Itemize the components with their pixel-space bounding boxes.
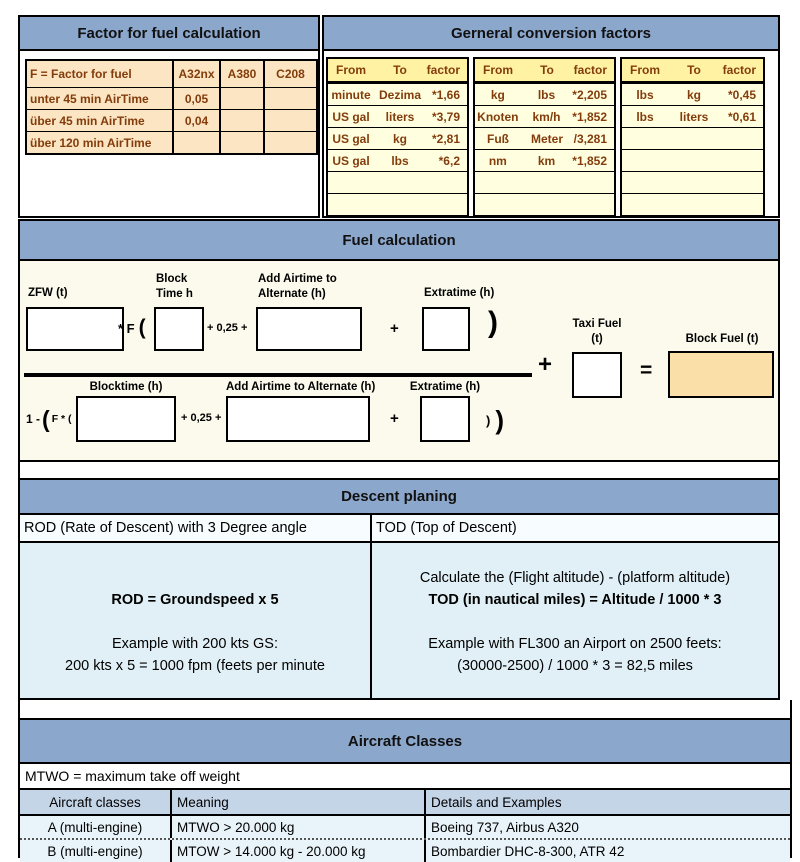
factor-header-label: F = Factor for fuel bbox=[27, 61, 174, 87]
factor-value-cell[interactable] bbox=[221, 110, 265, 131]
rod-header: ROD (Rate of Descent) with 3 Degree angle bbox=[20, 515, 372, 541]
blocktime-input-box[interactable] bbox=[76, 396, 176, 442]
divider bbox=[18, 462, 20, 478]
conv-factor bbox=[426, 172, 467, 193]
aircraft-class: B (multi-engine) bbox=[20, 840, 172, 862]
tod-intro: Calculate the (Flight altitude) - (platform altitude) bbox=[419, 570, 731, 586]
conversion-header-row bbox=[622, 59, 763, 83]
conv-from bbox=[328, 194, 374, 215]
conv-factor bbox=[573, 194, 614, 215]
factor-row-label: über 45 min AirTime bbox=[27, 110, 174, 131]
table-row bbox=[328, 149, 467, 171]
col-header-from: From bbox=[483, 63, 513, 77]
op-plus-taxi: + bbox=[538, 351, 553, 378]
block-time-label-line1: Block bbox=[156, 273, 188, 285]
descent-section-title: Descent planing bbox=[20, 480, 778, 515]
denominator-prefix bbox=[26, 399, 72, 439]
col-header-factor: factor bbox=[573, 63, 607, 77]
col-header-from: From bbox=[630, 63, 660, 77]
conv-to bbox=[668, 128, 720, 149]
factor-value-cell[interactable] bbox=[221, 88, 265, 109]
table-row bbox=[475, 83, 614, 105]
conv-to bbox=[668, 172, 720, 193]
block-time-label-line2: Time h bbox=[156, 288, 193, 300]
table-row bbox=[622, 83, 763, 105]
table-row bbox=[622, 105, 763, 127]
col-header-class: Aircraft classes bbox=[20, 790, 172, 814]
conversion-section bbox=[322, 15, 780, 218]
rod-example-title: Example with 200 kts GS: bbox=[111, 636, 278, 652]
conv-to: lbs bbox=[537, 87, 556, 102]
conv-factor: *6,2 bbox=[438, 153, 460, 168]
table-row bbox=[27, 87, 316, 109]
spacer bbox=[372, 611, 778, 633]
fuel-section-title: Fuel calculation bbox=[20, 221, 778, 261]
factor-section bbox=[18, 15, 320, 218]
conversion-group-2 bbox=[473, 57, 616, 217]
conv-from: Fuß bbox=[487, 131, 509, 146]
conv-factor: *1,66 bbox=[431, 87, 460, 102]
descent-body-row bbox=[20, 543, 778, 698]
tod-formula: TOD (in nautical miles) = Altitude / 1000 * 3 bbox=[428, 592, 722, 608]
factor-table bbox=[25, 59, 318, 155]
conv-factor bbox=[720, 150, 763, 171]
factor-value-cell[interactable] bbox=[221, 132, 265, 153]
taxi-fuel-input-box[interactable] bbox=[572, 352, 622, 398]
conv-factor bbox=[573, 172, 614, 193]
table-row bbox=[20, 840, 790, 862]
add-airtime-label-line2: Alternate (h) bbox=[258, 288, 326, 300]
conv-to: Dezima bbox=[378, 87, 422, 102]
add-airtime-label bbox=[258, 272, 337, 302]
conversion-header-row bbox=[475, 59, 614, 83]
conv-from: nm bbox=[488, 153, 507, 168]
aircraft-section-title: Aircraft Classes bbox=[20, 720, 790, 764]
table-row bbox=[622, 149, 763, 171]
block-time-label bbox=[156, 272, 193, 302]
descent-header-row bbox=[20, 515, 778, 543]
table-row bbox=[475, 127, 614, 149]
close-paren-big: ) bbox=[495, 404, 505, 435]
mtwo-note: MTWO = maximum take off weight bbox=[25, 768, 240, 784]
conv-to bbox=[374, 194, 426, 215]
op-plus-denominator: + bbox=[390, 410, 399, 427]
extratime2-input-box[interactable] bbox=[420, 396, 470, 442]
open-paren: ( bbox=[138, 316, 146, 339]
conv-to: kg bbox=[392, 131, 407, 146]
conv-from: US gal bbox=[332, 109, 370, 124]
fuel-calculation-section bbox=[18, 219, 780, 462]
zfw-label: ZFW (t) bbox=[28, 287, 68, 299]
col-header-meaning: Meaning bbox=[172, 790, 426, 814]
factor-value-cell[interactable] bbox=[265, 132, 316, 153]
taxi-fuel-label bbox=[570, 317, 624, 347]
conv-to: km bbox=[537, 153, 556, 168]
conv-to: lbs bbox=[391, 153, 409, 168]
extratime-label: Extratime (h) bbox=[424, 287, 495, 299]
extratime2-label: Extratime (h) bbox=[409, 381, 481, 393]
conv-to bbox=[668, 150, 720, 171]
descent-planning-section bbox=[18, 478, 780, 700]
conv-factor bbox=[426, 194, 467, 215]
blocktime-label: Blocktime (h) bbox=[89, 381, 163, 393]
add-airtime-input-box[interactable] bbox=[256, 307, 362, 351]
rod-formula: ROD = Groundspeed x 5 bbox=[111, 592, 279, 608]
conv-from: Knoten bbox=[477, 109, 519, 124]
col-header-details: Details and Examples bbox=[431, 794, 562, 810]
aircraft-table bbox=[20, 788, 790, 862]
factor-header-row bbox=[27, 61, 316, 87]
col-header-factor: factor bbox=[426, 63, 460, 77]
aircraft-classes-section bbox=[18, 718, 792, 858]
conv-from bbox=[622, 194, 668, 215]
col-header-to: To bbox=[687, 63, 701, 77]
rod-example: 200 kts x 5 = 1000 fpm (feets per minute bbox=[65, 658, 325, 674]
conv-from: US gal bbox=[332, 153, 370, 168]
conversion-group-3 bbox=[620, 57, 765, 217]
conversion-tables bbox=[326, 57, 769, 217]
conv-to bbox=[374, 172, 426, 193]
conv-to: Meter bbox=[530, 131, 563, 146]
conv-from bbox=[475, 172, 521, 193]
conv-factor bbox=[720, 128, 763, 149]
factor-header-a380: A380 bbox=[221, 61, 265, 87]
conv-to bbox=[521, 172, 573, 193]
table-row bbox=[328, 83, 467, 105]
tod-example-title: Example with FL300 an Airport on 2500 feets: bbox=[428, 636, 722, 652]
spacer bbox=[20, 567, 370, 589]
aircraft-meaning: MTOW > 14.000 kg - 20.000 kg bbox=[172, 840, 426, 862]
table-row bbox=[328, 171, 467, 193]
conv-from: minute bbox=[331, 87, 371, 102]
aircraft-meaning: MTWO > 20.000 kg bbox=[172, 816, 426, 838]
conv-from bbox=[328, 172, 374, 193]
table-row bbox=[328, 127, 467, 149]
factor-row-label: unter 45 min AirTime bbox=[27, 88, 174, 109]
conv-factor: *0,61 bbox=[727, 109, 756, 124]
multiply-f-operator bbox=[118, 316, 146, 340]
conv-from bbox=[622, 128, 668, 149]
table-row bbox=[475, 105, 614, 127]
table-row bbox=[622, 193, 763, 215]
taxi-fuel-label-line2: (t) bbox=[591, 333, 603, 345]
conv-to: kg bbox=[686, 87, 701, 102]
conv-factor: *0,45 bbox=[727, 87, 756, 102]
table-row bbox=[328, 193, 467, 215]
table-row bbox=[27, 109, 316, 131]
zfw-input-box[interactable] bbox=[26, 307, 124, 351]
conv-from bbox=[622, 150, 668, 171]
op-plus025-denominator: + 0,25 + bbox=[181, 412, 222, 424]
conv-to: liters bbox=[385, 109, 415, 124]
conv-from: kg bbox=[490, 87, 505, 102]
factor-value-cell[interactable] bbox=[174, 132, 221, 153]
conv-to: liters bbox=[679, 109, 709, 124]
add-airtime-alternate-label: Add Airtime to Alternate (h) bbox=[226, 381, 376, 393]
col-header-to: To bbox=[393, 63, 407, 77]
conv-to bbox=[668, 194, 720, 215]
op-one-minus: 1 - bbox=[26, 412, 41, 426]
factor-section-title: Factor for fuel calculation bbox=[20, 17, 318, 51]
col-header-factor: factor bbox=[722, 63, 756, 77]
spacer bbox=[20, 611, 370, 633]
conv-from: US gal bbox=[332, 131, 370, 146]
factor-value-cell[interactable] bbox=[265, 88, 316, 109]
conversion-group-1 bbox=[326, 57, 469, 217]
conv-to: km/h bbox=[532, 109, 561, 124]
table-row bbox=[475, 171, 614, 193]
op-equals: = bbox=[640, 359, 653, 382]
block-fuel-label: Block Fuel (t) bbox=[685, 333, 759, 345]
conv-factor: *1,852 bbox=[572, 109, 607, 124]
conv-factor: *3,79 bbox=[431, 109, 460, 124]
taxi-fuel-label-line1: Taxi Fuel bbox=[572, 318, 622, 330]
aircraft-details: Bombardier DHC-8-300, ATR 42 bbox=[431, 843, 625, 859]
divider bbox=[790, 700, 792, 718]
divider bbox=[778, 462, 780, 478]
table-row bbox=[475, 149, 614, 171]
aircraft-details: Boeing 737, Airbus A320 bbox=[431, 819, 579, 835]
factor-value-cell[interactable]: 0,05 bbox=[174, 88, 221, 109]
factor-row-label: über 120 min AirTime bbox=[27, 132, 174, 153]
conversion-header-row bbox=[328, 59, 467, 83]
conversion-section-title: Gerneral conversion factors bbox=[324, 17, 778, 51]
table-row bbox=[475, 193, 614, 215]
op-plus025: + 0,25 + bbox=[207, 322, 248, 334]
table-row bbox=[27, 131, 316, 153]
op-plus: + bbox=[390, 320, 399, 337]
close-paren: ) bbox=[488, 306, 498, 339]
conv-from bbox=[475, 194, 521, 215]
block-time-input-box[interactable] bbox=[154, 307, 204, 351]
divider bbox=[18, 700, 20, 718]
rod-content bbox=[20, 543, 372, 698]
conv-factor: *2,81 bbox=[431, 131, 460, 146]
conv-factor: *2,205 bbox=[572, 87, 607, 102]
col-header-from: From bbox=[336, 63, 366, 77]
conv-to bbox=[521, 194, 573, 215]
table-row bbox=[622, 127, 763, 149]
factor-header-a32nx: A32nx bbox=[174, 61, 221, 87]
conv-factor bbox=[720, 194, 763, 215]
add-airtime-alternate-input-box[interactable] bbox=[226, 396, 370, 442]
conv-factor: *1,852 bbox=[572, 153, 607, 168]
conv-factor: /3,281 bbox=[573, 131, 607, 146]
block-fuel-result-box[interactable] bbox=[668, 351, 774, 398]
aircraft-class: A (multi-engine) bbox=[20, 816, 172, 838]
close-paren-small: ) bbox=[486, 412, 491, 428]
op-f-times: F * ( bbox=[51, 413, 72, 425]
tod-content bbox=[372, 543, 778, 698]
extratime-input-box[interactable] bbox=[422, 307, 470, 351]
factor-value-cell[interactable]: 0,04 bbox=[174, 110, 221, 131]
closing-parens bbox=[486, 400, 504, 440]
tod-example: (30000-2500) / 1000 * 3 = 82,5 miles bbox=[457, 658, 693, 674]
table-row bbox=[20, 816, 790, 840]
factor-value-cell[interactable] bbox=[265, 110, 316, 131]
table-row bbox=[328, 105, 467, 127]
open-paren-big: ( bbox=[42, 405, 50, 432]
tod-header: TOD (Top of Descent) bbox=[372, 515, 778, 541]
col-header-to: To bbox=[540, 63, 554, 77]
table-row bbox=[622, 171, 763, 193]
conv-from bbox=[622, 172, 668, 193]
conv-from: lbs bbox=[636, 87, 654, 102]
op-mult: * F bbox=[118, 320, 135, 336]
conv-factor bbox=[720, 172, 763, 193]
add-airtime-label-line1: Add Airtime to bbox=[258, 273, 337, 285]
conv-from: lbs bbox=[636, 109, 654, 124]
division-line bbox=[24, 373, 532, 377]
factor-header-c208: C208 bbox=[276, 67, 305, 81]
aircraft-header-row bbox=[20, 790, 790, 816]
